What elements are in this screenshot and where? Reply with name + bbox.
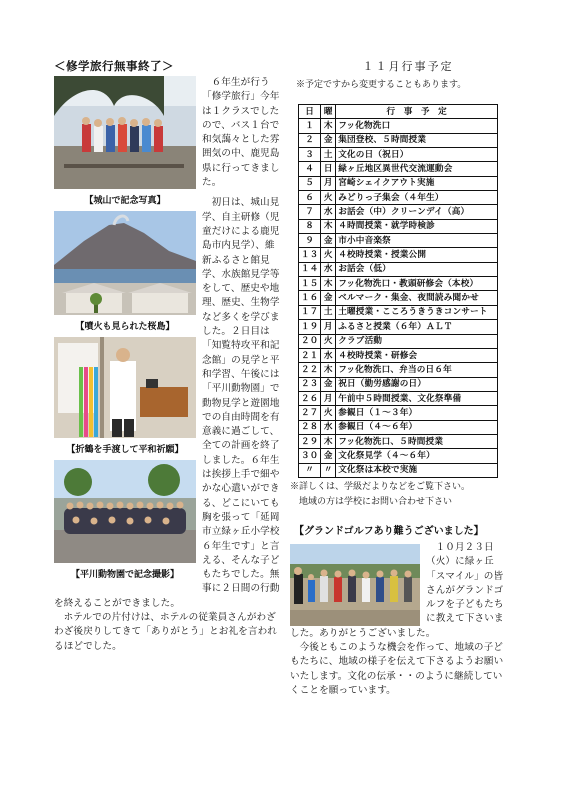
schedule-weekday: 月 xyxy=(321,176,336,190)
schedule-row xyxy=(299,119,498,133)
schedule-weekday: 金 xyxy=(321,133,336,147)
schedule-event: お話会（低） xyxy=(336,262,498,276)
schedule-day: ５ xyxy=(299,176,321,190)
schedule-weekday: 火 xyxy=(321,334,336,348)
schedule-day: １６ xyxy=(299,291,321,305)
schedule-row xyxy=(299,406,498,420)
schedule-event: ４時間授業・就学時検診 xyxy=(336,219,498,233)
schedule-event: 文化祭見学（４～６年） xyxy=(336,449,498,463)
schedule-day: ４ xyxy=(299,162,321,176)
schedule-weekday: 金 xyxy=(321,377,336,391)
schedule-weekday: 金 xyxy=(321,449,336,463)
schedule-header-row xyxy=(299,105,498,119)
caption-paper-cranes: 【折鶴を手渡して平和祈願】 xyxy=(66,445,184,455)
schedule-footnote-1: ※詳しくは、学級だよりなどをご覧下さい。 xyxy=(290,481,471,492)
schedule-day: ２２ xyxy=(299,363,321,377)
schedule-day: ８ xyxy=(299,219,321,233)
schedule-event: みどりっ子集会（４年生） xyxy=(336,191,498,205)
schedule-row xyxy=(299,420,498,434)
schedule-day: １ xyxy=(299,119,321,133)
schedule-event: 文化祭は本校で実施 xyxy=(336,463,498,477)
schedule-day: １７ xyxy=(299,305,321,319)
schedule-row xyxy=(299,377,498,391)
schedule-table xyxy=(298,104,498,478)
photo-paper-cranes xyxy=(54,337,196,438)
photo-sakurajima xyxy=(54,211,196,315)
schedule-row xyxy=(299,176,498,190)
groundgolf-paragraph-2: 今後ともこのような機会を作って、地域の子どもたちに、地域の様子を伝えて下さるようお願いいたします。文化の伝承・・のように継続していくことを願っています。 xyxy=(290,642,504,696)
schedule-event: 参観日（１～３年） xyxy=(336,406,498,420)
schedule-event: 市小中音楽祭 xyxy=(336,234,498,248)
caption-sakurajima: 【噴火も見られた桜島】 xyxy=(75,322,175,332)
schedule-row xyxy=(299,305,498,319)
schedule-row xyxy=(299,463,498,477)
caption-shiroyama: 【城山で記念写真】 xyxy=(84,196,166,206)
schedule-row xyxy=(299,277,498,291)
schedule-event: 宮崎シェイクアウト実施 xyxy=(336,176,498,190)
schedule-weekday: 金 xyxy=(321,234,336,248)
schedule-weekday: 火 xyxy=(321,248,336,262)
schedule-weekday: 木 xyxy=(321,434,336,448)
schedule-event: クラブ活動 xyxy=(336,334,498,348)
schedule-weekday: 水 xyxy=(321,205,336,219)
schedule-day: 〃 xyxy=(299,463,321,477)
schedule-event: お話会（中）クリーンデイ（高） xyxy=(336,205,498,219)
schedule-day: １５ xyxy=(299,277,321,291)
schedule-row xyxy=(299,162,498,176)
schedule-day: １９ xyxy=(299,320,321,334)
schedule-row xyxy=(299,205,498,219)
schedule-event: ふるさと授業（６年）ＡＬＴ xyxy=(336,320,498,334)
schedule-day: ２９ xyxy=(299,434,321,448)
groundgolf-paragraph: １０月２３日（火）に緑ヶ丘「スマイル」の皆さんがグランドゴルフを子どもたちに教えて下さいました。ありがとうございました。 xyxy=(290,541,504,639)
schedule-event: 参観日（４～６年） xyxy=(336,420,498,434)
photo-shiroyama xyxy=(54,76,196,189)
schedule-weekday: 木 xyxy=(321,277,336,291)
schedule-day: ２６ xyxy=(299,391,321,405)
schedule-day: ２８ xyxy=(299,420,321,434)
schedule-day: ２０ xyxy=(299,334,321,348)
schedule-event: 土曜授業・こころうきうきコンサート xyxy=(336,305,498,319)
schedule-row xyxy=(299,348,498,362)
article-paragraph-3: ホテルでの片付けは、ホテルの従業員さんがわざわざ後戻りしてきて「ありがとう」とお礼を言われるほどでした。 xyxy=(54,611,277,652)
schedule-weekday: 木 xyxy=(321,119,336,133)
schedule-row xyxy=(299,363,498,377)
schedule-row xyxy=(299,191,498,205)
schedule-event: フッ化物洗口、５時間授業 xyxy=(336,434,498,448)
schedule-event: ベルマーク・集金、夜間読み聞かせ xyxy=(336,291,498,305)
schedule-note: ※予定ですから変更することもあります。 xyxy=(296,80,467,90)
schedule-day: ９ xyxy=(299,234,321,248)
schedule-row xyxy=(299,148,498,162)
schedule-row xyxy=(299,133,498,147)
schedule-row xyxy=(299,262,498,276)
schedule-weekday: 木 xyxy=(321,363,336,377)
schedule-weekday: 日 xyxy=(321,162,336,176)
schedule-day: ２１ xyxy=(299,348,321,362)
groundgolf-title: 【グランドゴルフあり難うございました】 xyxy=(294,525,484,537)
header-event: 行 事 予 定 xyxy=(336,105,498,119)
schedule-day: ２３ xyxy=(299,377,321,391)
schedule-row xyxy=(299,234,498,248)
schedule-weekday: 水 xyxy=(321,262,336,276)
schedule-footnote-2: 地域の方は学校にお問い合わせ下さい xyxy=(299,496,453,507)
schedule-day: ２７ xyxy=(299,406,321,420)
november-schedule xyxy=(290,58,512,698)
schedule-event: ４校時授業・授業公開 xyxy=(336,248,498,262)
schedule-weekday: 土 xyxy=(321,148,336,162)
schedule-event: フッ化物洗口、弁当の日６年 xyxy=(336,363,498,377)
schedule-event: 緑ヶ丘地区異世代交流運動会 xyxy=(336,162,498,176)
schedule-row xyxy=(299,248,498,262)
schedule-row xyxy=(299,391,498,405)
schedule-event: 午前中５時間授業、文化祭準備 xyxy=(336,391,498,405)
schedule-day: ３ xyxy=(299,148,321,162)
caption-hirakawa-zoo: 【平川動物園で記念撮影】 xyxy=(70,570,179,580)
schedule-row xyxy=(299,449,498,463)
header-day: 日 xyxy=(299,105,321,119)
article-paragraph-2: 初日は、城山見学、自主研修（児童だけによる鹿児島市内見学）、維新ふるさと館見学、水族館見学等をして、歴史や地理、歴史、生物学など多くを学びました。２日目は「知覧特攻平和記念館」の見学と平和学習、午後には「平川動物園」で動物見学と遊園地での自由時間を有意義に過ごして、全ての計画を終了しました。６年生は挨拶上手で細やかな心遣いができる、どこにいても胸を張って「延岡市立緑ヶ丘小学校６年生です」と言える、そんな子どもたちでした。無事に２日間の行動を終えることができました。 xyxy=(54,197,280,609)
header-weekday: 曜 xyxy=(321,105,336,119)
schedule-weekday: 〃 xyxy=(321,463,336,477)
schedule-day: １４ xyxy=(299,262,321,276)
schedule-event: 集団登校、５時間授業 xyxy=(336,133,498,147)
schedule-title: １１月行事予定 xyxy=(362,60,454,73)
schedule-day: ３０ xyxy=(299,449,321,463)
schedule-event: 文化の日（祝日） xyxy=(336,148,498,162)
schedule-row xyxy=(299,334,498,348)
schedule-row xyxy=(299,320,498,334)
schedule-event: フッ化物洗口・教頭研修会（本校） xyxy=(336,277,498,291)
photo-column xyxy=(54,76,196,585)
schedule-weekday: 火 xyxy=(321,406,336,420)
schedule-event: ４校時授業・研修会 xyxy=(336,348,498,362)
article-paragraph-1: ６年生が行う「修学旅行」今年は１クラスでしたので、バス１台で和気藹々とした雰囲気の中、鹿児島県に行ってきました。 xyxy=(202,77,280,189)
schedule-row xyxy=(299,219,498,233)
schedule-event: フッ化物洗口 xyxy=(336,119,498,133)
schedule-weekday: 月 xyxy=(321,391,336,405)
photo-hirakawa-zoo xyxy=(54,460,196,563)
schedule-body xyxy=(299,119,498,478)
schedule-event: 祝日（勤労感謝の日） xyxy=(336,377,498,391)
schedule-weekday: 水 xyxy=(321,348,336,362)
photo-groundgolf xyxy=(290,544,420,626)
schedule-weekday: 木 xyxy=(321,219,336,233)
schedule-day: ２ xyxy=(299,133,321,147)
schedule-weekday: 月 xyxy=(321,320,336,334)
schedule-day: １３ xyxy=(299,248,321,262)
schedule-weekday: 火 xyxy=(321,191,336,205)
schedule-weekday: 金 xyxy=(321,291,336,305)
schedule-day: ７ xyxy=(299,205,321,219)
school-trip-article xyxy=(54,58,280,654)
article-title: ＜修学旅行無事終了＞ xyxy=(54,59,174,73)
schedule-weekday: 水 xyxy=(321,420,336,434)
schedule-day: ６ xyxy=(299,191,321,205)
schedule-weekday: 土 xyxy=(321,305,336,319)
schedule-row xyxy=(299,434,498,448)
schedule-row xyxy=(299,291,498,305)
